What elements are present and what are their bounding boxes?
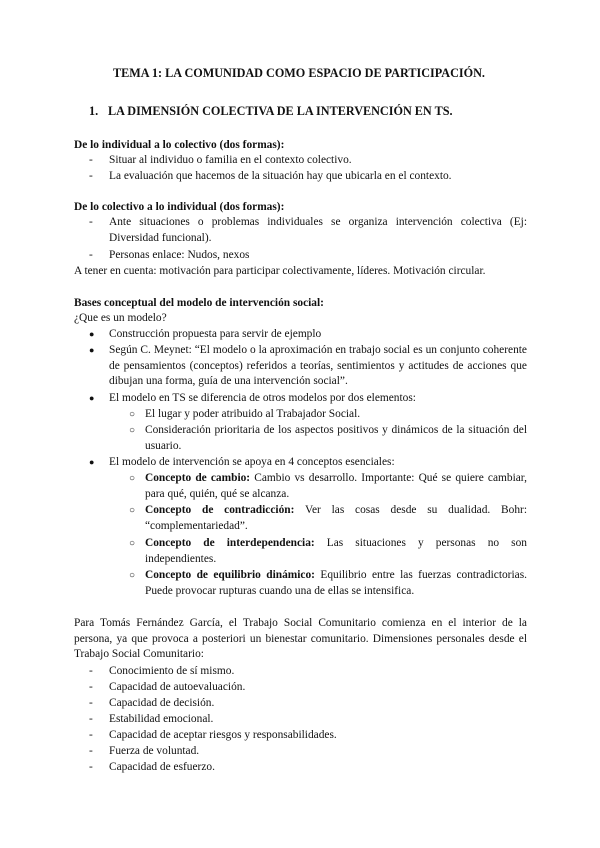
bullet-marker: ● — [89, 329, 95, 339]
list-item-text: Situar al individuo o familia en el contexto colectivo. — [109, 154, 352, 166]
dimension-item — [89, 664, 234, 680]
dimension-item — [89, 760, 215, 776]
dimension-text: Estabilidad emocional. — [109, 713, 214, 725]
concept-term: Concepto de cambio: — [145, 472, 251, 484]
fernandez-paragraph: Para Tomás Fernández García, el Trabajo Social Comunitario comienza en el interior de la persona, ya que provoca a posteriori un bienestar comunitario. Dimensiones personales desde el Trabajo Social Comunitario: — [74, 617, 527, 661]
sub-item-text: Consideración prioritaria de los aspectos positivos y dinámicos de la situación del usuario. — [145, 424, 527, 452]
dimension-item — [89, 728, 337, 744]
model-question: ¿Que es un modelo? — [74, 312, 167, 324]
dash-marker: - — [89, 216, 93, 228]
document-title: TEMA 1: LA COMUNIDAD COMO ESPACIO DE PARTICIPACIÓN. — [113, 66, 485, 80]
dash-marker: - — [89, 729, 93, 741]
ind-to-col-heading: De lo individual a lo colectivo (dos formas): — [74, 139, 285, 151]
list-item — [89, 248, 249, 264]
dimension-item — [89, 680, 245, 696]
bullet-text: El modelo de intervención se apoya en 4 conceptos esenciales: — [109, 456, 395, 468]
dimension-text: Conocimiento de sí mismo. — [109, 665, 235, 677]
dash-marker: - — [89, 681, 93, 693]
dimension-text: Capacidad de autoevaluación. — [109, 681, 246, 693]
concept-text: Ver las cosas desde su dualidad. Bohr: “complementariedad”. — [145, 504, 527, 532]
sub-item-text: El lugar y poder atribuido al Trabajador Social. — [145, 408, 361, 420]
list-item-text: La evaluación que hacemos de la situación hay que ubicarla en el contexto. — [109, 170, 452, 182]
dash-marker: - — [89, 665, 93, 677]
bases-heading: Bases conceptual del modelo de intervención social: — [74, 297, 324, 309]
concept-item — [145, 568, 527, 599]
bullet-text: El modelo en TS se diferencia de otros modelos por dos elementos: — [109, 392, 416, 404]
section-heading — [89, 104, 453, 120]
note-text: A tener en cuenta: motivación para participar colectivamente, líderes. Motivación circular. — [74, 265, 486, 277]
list-item — [89, 169, 452, 185]
concept-term: Concepto de interdependencia: — [145, 537, 315, 549]
dimension-text: Capacidad de esfuerzo. — [109, 761, 215, 773]
bullet-item — [89, 455, 395, 471]
dimension-item — [89, 744, 199, 760]
concept-item — [145, 536, 527, 567]
bullet-marker: ● — [89, 457, 95, 467]
section-heading-text: LA DIMENSIÓN COLECTIVA DE LA INTERVENCIÓN EN TS. — [108, 104, 453, 118]
bullet-item — [89, 327, 321, 343]
concept-text: Cambio vs desarrollo. Importante: Qué se quiere cambiar, para qué, quién, qué se alcanza. — [145, 472, 527, 500]
dash-marker: - — [89, 713, 93, 725]
bullet-item — [89, 391, 416, 407]
circle-marker: ○ — [129, 409, 136, 420]
dimension-item — [89, 712, 213, 728]
col-to-ind-heading: De lo colectivo a lo individual (dos formas): — [74, 201, 285, 213]
concept-item — [145, 503, 527, 534]
section-number: 1. — [89, 104, 99, 118]
circle-marker: ○ — [129, 505, 136, 516]
list-item-text: Ante situaciones o problemas individuales se organiza intervención colectiva (Ej: Diversidad funcional). — [109, 216, 527, 244]
circle-marker: ○ — [129, 425, 136, 436]
bullet-marker: ● — [89, 345, 95, 355]
dash-marker: - — [89, 249, 93, 261]
dash-marker: - — [89, 761, 93, 773]
dash-marker: - — [89, 697, 93, 709]
circle-marker: ○ — [129, 473, 136, 484]
dimension-text: Fuerza de voluntad. — [109, 745, 200, 757]
concept-item — [145, 471, 527, 502]
circle-marker: ○ — [129, 538, 136, 549]
dimension-text: Capacidad de aceptar riesgos y responsabilidades. — [109, 729, 337, 741]
circle-marker: ○ — [129, 570, 136, 581]
sub-item — [129, 407, 360, 423]
dimension-text: Capacidad de decisión. — [109, 697, 215, 709]
concept-term: Concepto de equilibrio dinámico: — [145, 569, 315, 581]
dash-marker: - — [89, 745, 93, 757]
list-item — [89, 153, 352, 169]
concept-term: Concepto de contradicción: — [145, 504, 295, 516]
dimension-item — [89, 696, 214, 712]
concept-text: Equilibrio entre las fuerzas contradictorias. Puede provocar rupturas cuando una de ellas se intensifica. — [145, 569, 527, 597]
bullet-text: Construcción propuesta para servir de ejemplo — [109, 328, 322, 340]
concept-text: Las situaciones y personas no son independientes. — [145, 537, 527, 565]
list-item-text: Personas enlace: Nudos, nexos — [109, 249, 250, 261]
bullet-marker: ● — [89, 393, 95, 403]
meynet-quote: Según C. Meynet: “El modelo o la aproximación en trabajo social es un conjunto coherente de pensamientos (conceptos) referidos a teorías, sentimientos y actitudes de acciones que dibujan una forma, guía de una intervención social”. — [109, 344, 527, 388]
dash-marker: - — [89, 154, 93, 166]
dash-marker: - — [89, 170, 93, 182]
